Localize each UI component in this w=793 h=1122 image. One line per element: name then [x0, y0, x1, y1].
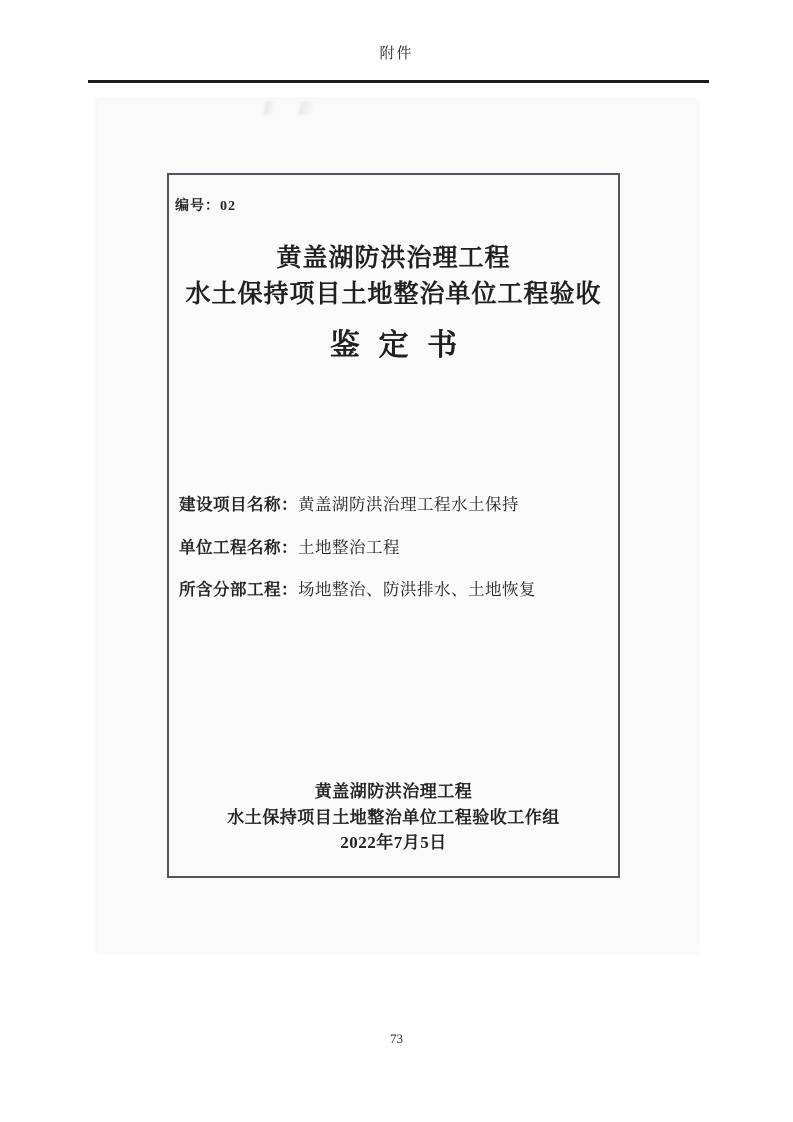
certificate-title-line-1: 黄盖湖防洪治理工程 [276, 245, 511, 272]
signature-line-1: 黄盖湖防洪治理工程 [314, 782, 473, 801]
scanned-sheet [97, 99, 698, 953]
signature-block [169, 779, 618, 856]
field-row-sub-projects [179, 576, 609, 619]
certificate-title-main: 鉴定书 [329, 329, 476, 362]
page-number: 73 [390, 1031, 403, 1046]
certificate-title-block [169, 241, 618, 364]
scan-smudge-artifact [255, 101, 351, 115]
field-label-project-name: 建设项目名称： [179, 495, 298, 514]
attachment-header-label: 附件 [379, 46, 414, 62]
field-value-unit-project: 土地整治工程 [298, 537, 400, 557]
certificate-border-frame [167, 173, 620, 878]
field-value-sub-projects: 场地整治、防洪排水、土地恢复 [298, 580, 536, 599]
certificate-title-line-2: 水土保持项目土地整治单位工程验收 [185, 281, 602, 308]
certificate-fields [179, 491, 609, 619]
header-rule-divider [88, 80, 709, 83]
field-row-project-name [179, 491, 609, 534]
field-label-sub-projects: 所含分部工程： [179, 580, 298, 599]
field-value-project-name: 黄盖湖防洪治理工程水土保持 [298, 495, 519, 514]
signature-date: 2022年7月5日 [340, 833, 447, 852]
field-label-unit-project: 单位工程名称： [179, 537, 298, 557]
signature-line-2: 水土保持项目土地整治单位工程验收工作组 [227, 807, 560, 827]
doc-number-label: 编号：02 [175, 199, 236, 214]
field-row-unit-project [179, 534, 609, 577]
